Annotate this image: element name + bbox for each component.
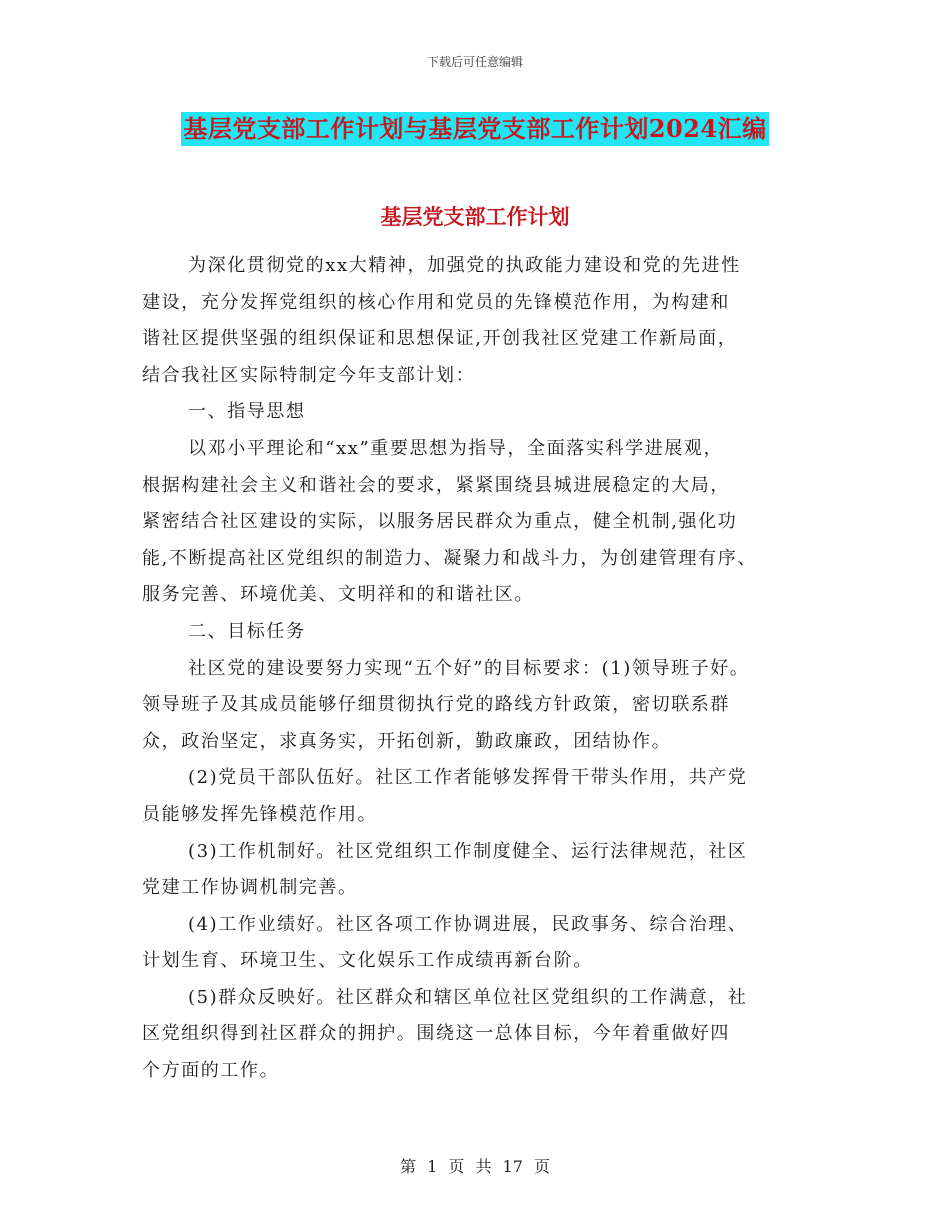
header-note: 下载后可任意编辑: [426, 55, 523, 69]
body-line: 社区党的建设要努力实现“五个好”的目标要求：(1)领导班子好。: [188, 657, 750, 679]
body-line: 领导班子及其成员能够仔细贯彻执行党的路线方针政策，密切联系群: [142, 694, 730, 716]
body-line: 员能够发挥先锋模范作用。: [142, 803, 378, 825]
body-line: 能,不断提高社区党组织的制造力、凝聚力和战斗力，为创建管理有序、: [142, 547, 757, 569]
body-line: 根据构建社会主义和谐社会的要求，紧紧围绕县城进展稳定的大局，: [142, 474, 730, 496]
page-footer: 第 1 页 共 17 页: [400, 1157, 550, 1176]
body-line: 建设，充分发挥党组织的核心作用和党员的先锋模范作用，为构建和: [142, 291, 730, 313]
body-line: 谐社区提供坚强的组织保证和思想保证,开创我社区党建工作新局面，: [142, 328, 738, 350]
body-line: (3)工作机制好。社区党组织工作制度健全、运行法律规范，社区: [188, 840, 748, 862]
section-title: 基层党支部工作计划: [380, 204, 570, 229]
body-line: 计划生育、环境卫生、文化娱乐工作成绩再新台阶。: [142, 950, 593, 972]
body-line: (5)群众反映好。社区群众和辖区单位社区党组织的工作满意，社: [188, 986, 748, 1008]
body-line: 为深化贯彻党的xx大精神，加强党的执政能力建设和党的先进性: [188, 255, 741, 276]
body-line: 党建工作协调机制完善。: [142, 877, 358, 899]
document-body: [142, 248, 832, 1090]
body-line: 区党组织得到社区群众的拥护。围绕这一总体目标，今年着重做好四: [142, 1023, 730, 1045]
body-line: 以邓小平理论和“xx”重要思想为指导，全面落实科学进展观，: [188, 437, 724, 459]
body-line: (4)工作业绩好。社区各项工作协调进展，民政事务、综合治理、: [188, 913, 748, 935]
doc-title-container: [0, 112, 950, 146]
doc-title: 基层党支部工作计划与基层党支部工作计划2024汇编: [181, 112, 768, 146]
body-line: 结合我社区实际特制定今年支部计划：: [142, 364, 476, 386]
body-line: (2)党员干部队伍好。社区工作者能够发挥骨干带头作用，共产党: [188, 767, 748, 789]
body-line: 服务完善、环境优美、文明祥和的和谐社区。: [142, 584, 534, 606]
body-line: 二、目标任务: [188, 620, 306, 642]
body-line: 众，政治坚定，求真务实，开拓创新，勤政廉政，团结协作。: [142, 730, 672, 752]
body-line: 紧密结合社区建设的实际，以服务居民群众为重点，健全机制,强化功: [142, 511, 738, 533]
body-line: 个方面的工作。: [142, 1060, 280, 1082]
body-line: 一、指导思想: [188, 401, 306, 423]
